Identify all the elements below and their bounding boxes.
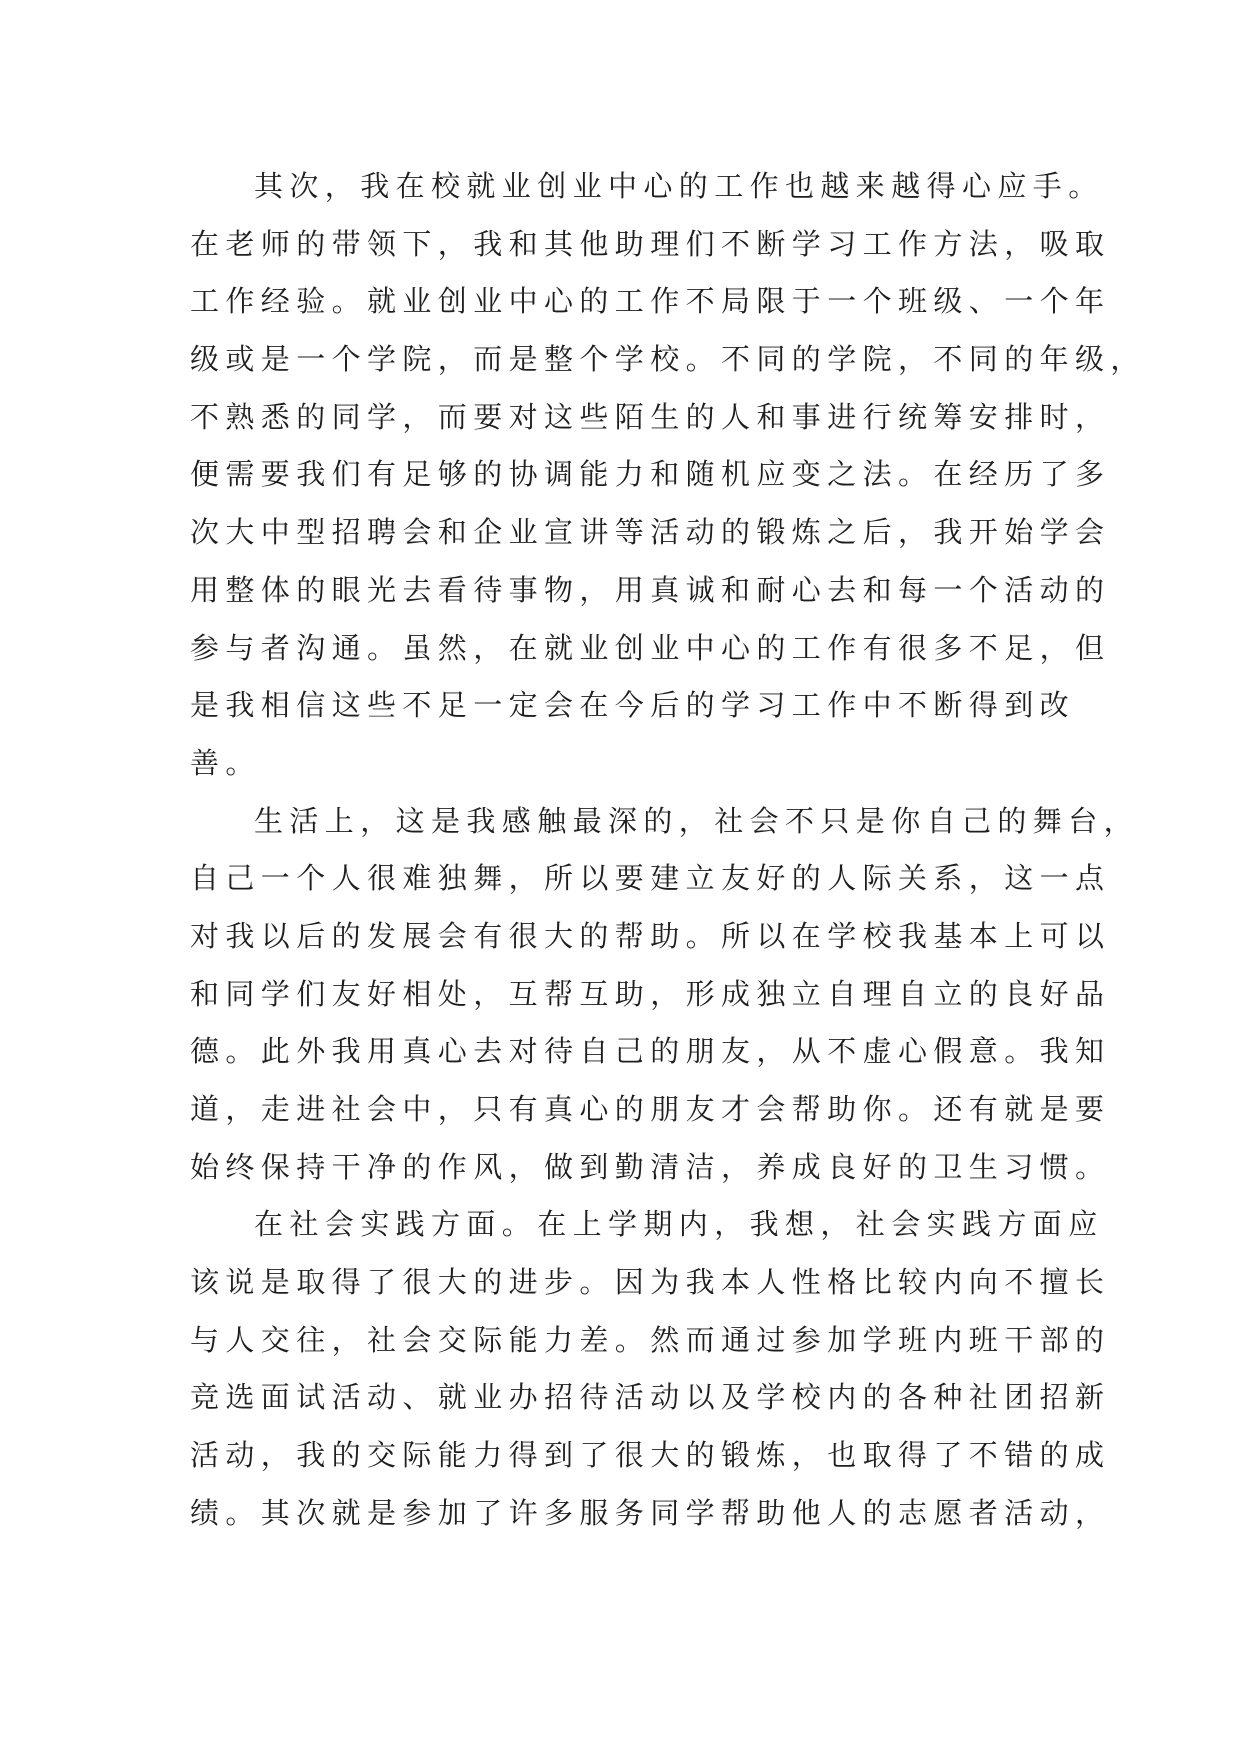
paragraph-1-line-1: 其次，我在校就业创业中心的工作也越来越得心应手。 bbox=[254, 169, 1104, 203]
paragraph-2-line-6: 道，走进社会中，只有真心的朋友才会帮助你。还有就是要 bbox=[190, 1092, 1111, 1126]
paragraph-1-line-11: 善。 bbox=[190, 745, 261, 780]
paragraph-1-line-4: 级或是一个学院，而是整个学校。不同的学院，不同的年级， bbox=[190, 342, 1146, 377]
paragraph-1-line-10: 是我相信这些不足一定会在今后的学习工作中不断得到改 bbox=[190, 688, 1076, 723]
paragraph-1-line-9: 参与者沟通。虽然，在就业创业中心的工作有很多不足，但 bbox=[190, 630, 1111, 665]
paragraph-2-line-5: 德。此外我用真心去对待自己的朋友，从不虚心假意。我知 bbox=[190, 1034, 1111, 1069]
paragraph-2-line-7: 始终保持干净的作风，做到勤清洁，养成良好的卫生习惯。 bbox=[190, 1149, 1111, 1184]
paragraph-2-line-1: 生活上，这是我感触最深的，社会不只是你自己的舞台， bbox=[254, 803, 1140, 838]
paragraph-3-line-5: 活动，我的交际能力得到了很大的锻炼，也取得了不错的成 bbox=[190, 1438, 1111, 1473]
paragraph-1-line-7: 次大中型招聘会和企业宣讲等活动的锻炼之后，我开始学会 bbox=[190, 515, 1111, 550]
paragraph-3-line-3: 与人交往，社会交际能力差。然而通过参加学班内班干部的 bbox=[190, 1322, 1111, 1357]
paragraph-3-line-6: 绩。其次就是参加了许多服务同学帮助他人的志愿者活动， bbox=[190, 1495, 1111, 1530]
paragraph-3-line-2: 该说是取得了很大的进步。因为我本人性格比较内向不擅长 bbox=[190, 1265, 1111, 1300]
paragraph-3-line-4: 竞选面试活动、就业办招待活动以及学校内的各种社团招新 bbox=[190, 1380, 1111, 1415]
document-body bbox=[190, 158, 1146, 1543]
paragraph-1-line-2: 在老师的带领下，我和其他助理们不断学习工作方法，吸取 bbox=[190, 226, 1111, 261]
paragraph-1-line-8: 用整体的眼光去看待事物，用真诚和耐心去和每一个活动的 bbox=[190, 572, 1111, 607]
paragraph-2-line-2: 自己一个人很难独舞，所以要建立友好的人际关系，这一点 bbox=[190, 861, 1111, 896]
paragraph-1-line-3: 工作经验。就业创业中心的工作不局限于一个班级、一个年 bbox=[190, 284, 1111, 319]
paragraph-2-line-4: 和同学们友好相处，互帮互助，形成独立自理自立的良好品 bbox=[190, 976, 1111, 1011]
paragraph-1-line-5: 不熟悉的同学，而要对这些陌生的人和事进行统筹安排时， bbox=[190, 399, 1111, 434]
paragraph-3-line-1: 在社会实践方面。在上学期内，我想，社会实践方面应 bbox=[254, 1207, 1104, 1242]
paragraph-1-line-6: 便需要我们有足够的协调能力和随机应变之法。在经历了多 bbox=[190, 457, 1111, 492]
paragraph-2-line-3: 对我以后的发展会有很大的帮助。所以在学校我基本上可以 bbox=[190, 918, 1111, 953]
